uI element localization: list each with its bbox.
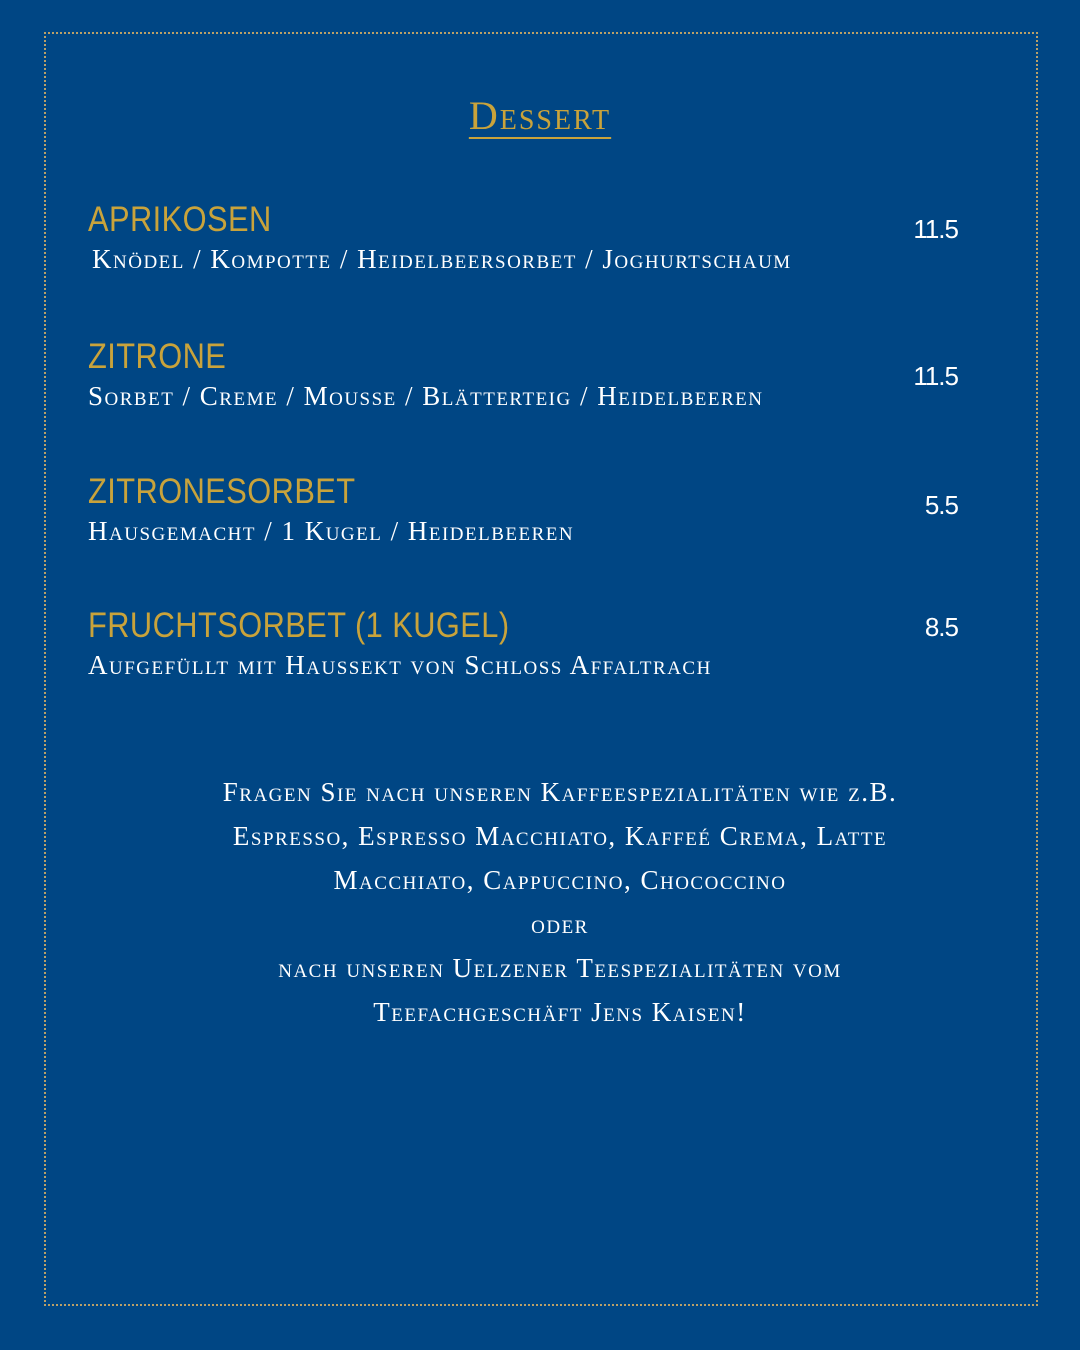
menu-item-zitrone <box>88 337 958 412</box>
item-price: 11.5 <box>913 361 958 391</box>
menu-item-zitronesorbet <box>88 472 958 547</box>
item-name: APRIKOSEN <box>88 200 272 239</box>
item-name: ZITRONESORBET <box>88 472 356 511</box>
note-line: Macchiato, Cappuccino, Chococcino <box>333 865 787 895</box>
note-line: Espresso, Espresso Macchiato, Kaffeé Crema, Latte <box>232 821 888 851</box>
note-line: oder <box>531 909 589 939</box>
page-title <box>0 92 1080 139</box>
item-description: Knödel / Kompotte / Heidelbeersorbet / Joghurtschaum <box>92 244 792 274</box>
title-text: Dessert <box>468 93 612 138</box>
item-price: 8.5 <box>924 612 958 642</box>
menu-item-aprikosen <box>88 200 958 275</box>
item-price: 11.5 <box>913 214 958 244</box>
note-line: nach unseren Uelzener Teespezialitäten vom <box>278 953 842 983</box>
item-name: ZITRONE <box>88 337 227 376</box>
item-price: 5.5 <box>924 490 958 520</box>
item-description: Hausgemacht / 1 Kugel / Heidelbeeren <box>88 516 575 546</box>
menu-item-fruchtsorbet <box>88 606 958 681</box>
item-description: Aufgefüllt mit Haussekt von Schloss Affaltrach <box>88 650 712 680</box>
coffee-tea-note <box>150 770 970 1034</box>
item-description: Sorbet / Creme / Mousse / Blätterteig / Heidelbeeren <box>88 381 764 411</box>
note-line: Teefachgeschäft Jens Kaisen! <box>373 997 747 1027</box>
note-line: Fragen Sie nach unseren Kaffeespezialitäten wie z.B. <box>222 777 898 807</box>
item-name: FRUCHTSORBET (1 KUGEL) <box>88 606 510 645</box>
